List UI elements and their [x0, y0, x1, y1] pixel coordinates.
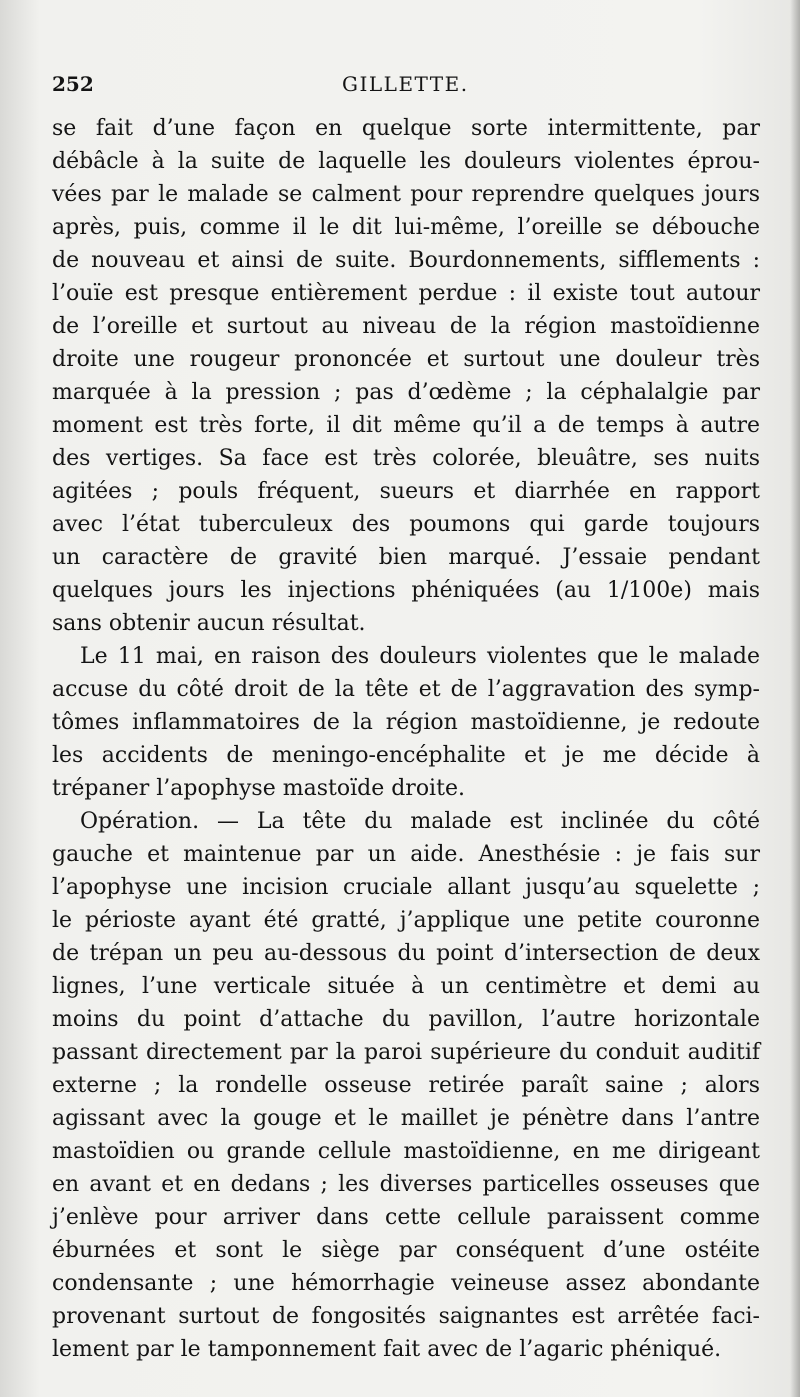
text-line: moment est très forte, il dit même qu’il a de temps à autre: [52, 413, 760, 438]
text-line: après, puis, comme il le dit lui-même, l’oreille se débouche: [52, 215, 760, 240]
text-line: gauche et maintenue par un aide. Anesthésie : je fais sur: [52, 842, 760, 867]
text-line: passant directement par la paroi supérieure du conduit auditif: [52, 1040, 760, 1065]
text-line: Le 11 mai, en raison des douleurs violentes que le malade: [80, 644, 760, 669]
text-line: agissant avec la gouge et le maillet je pénètre dans l’antre: [52, 1106, 760, 1131]
text-line: débâcle à la suite de laquelle les douleurs violentes éprou-: [52, 149, 760, 174]
text-line: marquée à la pression ; pas d’œdème ; la céphalalgie par: [52, 380, 760, 405]
text-line: en avant et en dedans ; les diverses particelles osseuses que: [52, 1172, 760, 1197]
text-line: de nouveau et ainsi de suite. Bourdonnements, sifflements :: [52, 248, 760, 273]
body-text: [52, 112, 760, 1366]
text-line: Opération. — La tête du malade est inclinée du côté: [80, 809, 760, 834]
text-line: de trépan un peu au-dessous du point d’intersection de deux: [52, 941, 760, 966]
text-line: sans obtenir aucun résultat.: [52, 611, 366, 636]
text-line: vées par le malade se calment pour reprendre quelques jours: [52, 182, 760, 207]
text-line: agitées ; pouls fréquent, sueurs et diarrhée en rapport: [52, 479, 760, 504]
text-line: un caractère de gravité bien marqué. J’essaie pendant: [52, 545, 760, 570]
text-line: avec l’état tuberculeux des poumons qui garde toujours: [52, 512, 760, 537]
page-header: [52, 70, 752, 102]
text-line: des vertiges. Sa face est très colorée, bleuâtre, ses nuits: [52, 446, 760, 471]
text-line: se fait d’une façon en quelque sorte intermittente, par: [52, 116, 760, 141]
text-line: les accidents de meningo-encéphalite et je me décide à: [52, 743, 760, 768]
running-title: GILLETTE.: [342, 72, 469, 96]
text-line: accuse du côté droit de la tête et de l’aggravation des symp-: [52, 677, 760, 702]
text-line: j’enlève pour arriver dans cette cellule paraissent comme: [52, 1205, 760, 1230]
text-line: trépaner l’apophyse mastoïde droite.: [52, 776, 465, 801]
text-line: condensante ; une hémorrhagie veineuse assez abondante: [52, 1271, 760, 1296]
text-line: quelques jours les injections phéniquées (au 1/100e) mais: [52, 578, 760, 603]
text-line: droite une rougeur prononcée et surtout une douleur très: [52, 347, 760, 372]
text-line: provenant surtout de fongosités saignantes est arrêtée faci-: [52, 1304, 760, 1329]
text-line: l’ouïe est presque entièrement perdue : il existe tout autour: [52, 281, 760, 306]
text-line: de l’oreille et surtout au niveau de la région mastoïdienne: [52, 314, 760, 339]
text-line: lignes, l’une verticale située à un centimètre et demi au: [52, 974, 760, 999]
text-line: mastoïdien ou grande cellule mastoïdienne, en me dirigeant: [52, 1139, 760, 1164]
text-line: éburnées et sont le siège par conséquent d’une ostéite: [52, 1238, 760, 1263]
text-line: le périoste ayant été gratté, j’applique une petite couronne: [52, 908, 760, 933]
page-number: 252: [52, 72, 94, 96]
page-edge-shadow: [790, 0, 800, 1397]
text-line: tômes inflammatoires de la région mastoïdienne, je redoute: [52, 710, 760, 735]
text-line: externe ; la rondelle osseuse retirée paraît saine ; alors: [52, 1073, 760, 1098]
text-line: moins du point d’attache du pavillon, l’autre horizontale: [52, 1007, 760, 1032]
text-line: l’apophyse une incision cruciale allant jusqu’au squelette ;: [52, 875, 760, 900]
text-line: lement par le tamponnement fait avec de l’agaric phéniqué.: [52, 1337, 722, 1362]
